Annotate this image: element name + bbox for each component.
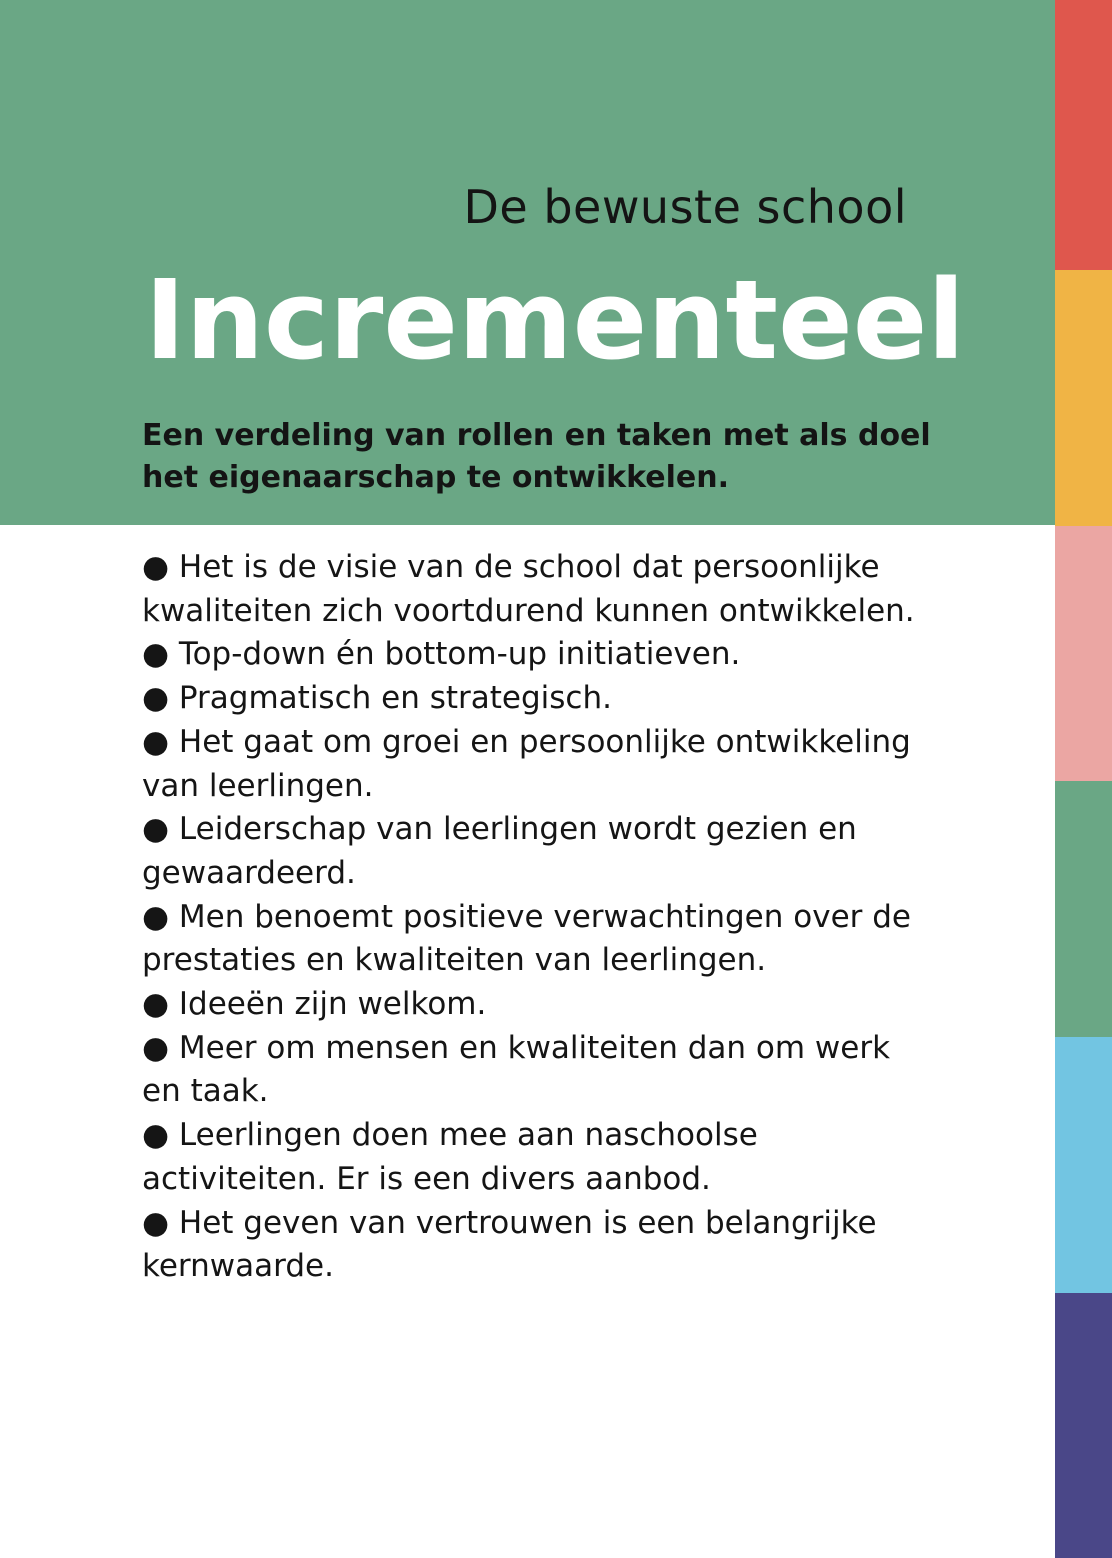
bullet-list [142, 546, 1002, 1289]
list-line: ● Het is de visie van de school dat persoonlijke [142, 549, 880, 585]
list-line: van leerlingen. [142, 767, 374, 804]
list-line: gewaardeerd. [142, 854, 356, 891]
side-tab-green [1055, 781, 1112, 1037]
list-line: ● Leerlingen doen mee aan naschoolse [142, 1117, 758, 1154]
list-line: kernwaarde. [142, 1248, 334, 1285]
page-subtitle: De bewuste school [463, 180, 907, 234]
lead-line: Een verdeling van rollen en taken met als doel [142, 418, 931, 453]
list-line: activiteiten. Er is een divers aanbod. [142, 1160, 711, 1197]
list-line: ● Ideeën zijn welkom. [142, 986, 487, 1023]
list-line: ● Het gaat om groei en persoonlijke ontwikkeling [142, 723, 911, 760]
side-tab-yellow [1055, 270, 1112, 526]
header-panel [0, 0, 1055, 525]
list-line: kwaliteiten zich voortdurend kunnen ontwikkelen. [142, 592, 915, 629]
side-tab-red [1055, 0, 1112, 270]
list-line: ● Men benoemt positieve verwachtingen over de [142, 898, 911, 935]
lead-text [142, 415, 982, 499]
list-line: en taak. [142, 1073, 269, 1110]
list-line: ● Pragmatisch en strategisch. [142, 680, 612, 717]
side-tab-purple [1055, 1293, 1112, 1558]
list-line: ● Leiderschap van leerlingen wordt gezien en [142, 811, 857, 848]
side-tab-pink [1055, 526, 1112, 781]
lead-line: het eigenaarschap te ontwikkelen. [142, 460, 730, 495]
list-line: prestaties en kwaliteiten van leerlingen. [142, 942, 767, 979]
list-line: ● Het geven van vertrouwen is een belangrijke [142, 1204, 877, 1241]
list-line: ● Top-down én bottom-up initiatieven. [142, 636, 741, 673]
side-tab-blue [1055, 1037, 1112, 1293]
list-line: ● Meer om mensen en kwaliteiten dan om werk [142, 1029, 891, 1066]
page-title: Incrementeel [144, 256, 965, 384]
